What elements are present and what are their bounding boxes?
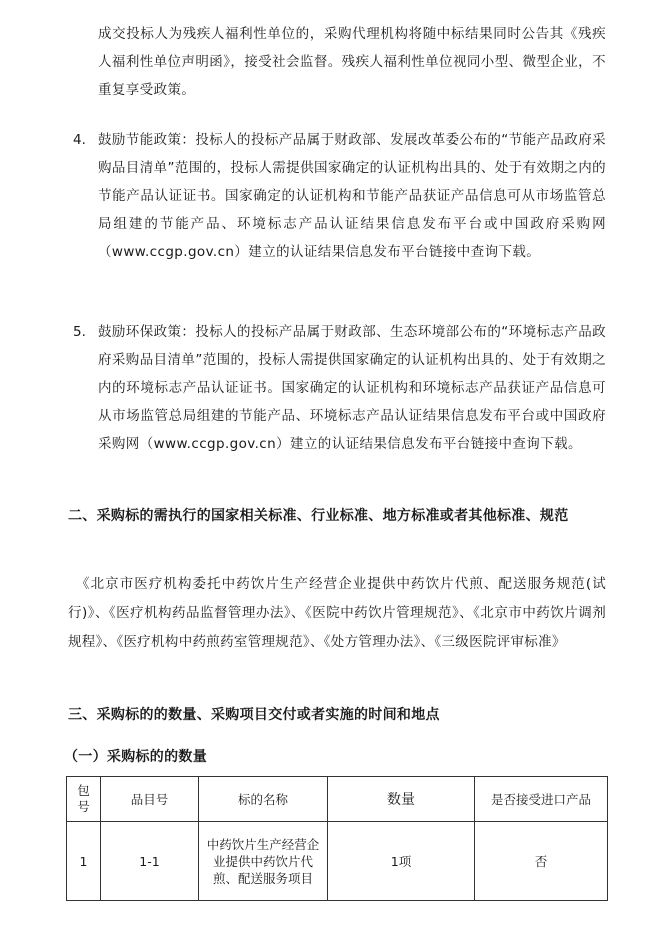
item-5-environment-policy: 鼓励环保政策：投标人的投标产品属于财政部、生态环境部公布的“环境标志产品政府采购品目清单”范围的，投标人需提供国家确定的认证机构出具的、处于有效期之内的环境标志产品认证证书。国家确定的认证机构和环境标志产品获证产品信息可从市场监管总局组建的节能产品、环境标志产品认证结果信息发布平台或中国政府采购网（www.ccgp.gov.cn）建立的认证结果信息发布平台链接中查询下载。 [98,324,606,452]
header-accept-import: 是否接受进口产品 [475,777,608,822]
section-3-subheading: （一）采购标的的数量 [64,749,207,765]
item-4-number: 4. [73,132,86,148]
header-item-name: 标的名称 [199,777,328,822]
cell-item-no: 1-1 [101,822,199,901]
cell-package-no: 1 [67,822,101,901]
section-3-heading: 三、采购标的的数量、采购项目交付或者实施的时间和地点 [68,707,440,723]
cell-quantity: 1项 [328,822,475,901]
quantity-table [66,776,608,901]
cell-accept-import: 否 [475,822,608,901]
cell-item-name: 中药饮片生产经营企业提供中药饮片代煎、配送服务项目 [199,822,328,901]
section-2-standards-text: 《北京市医疗机构委托中药饮片生产经营企业提供中药饮片代煎、配送服务规范(试行)》、《医疗机构药品监督管理办法》、《医院中药饮片管理规范》、《北京市中药饮片调剂规程》、《医疗机构中药煎药室管理规范》、《处方管理办法》、《三级医院评审标准》 [68,576,606,650]
header-quantity: 数量 [328,777,475,822]
item-5-number: 5. [73,324,86,340]
item-4-energy-policy: 鼓励节能政策：投标人的投标产品属于财政部、发展改革委公布的“节能产品政府采购品目清单”范围的，投标人需提供国家确定的认证机构出具的、处于有效期之内的节能产品认证证书。国家确定的认证机构和节能产品获证产品信息可从市场监管总局组建的节能产品、环境标志产品认证结果信息发布平台或中国政府采购网（www.ccgp.gov.cn）建立的认证结果信息发布平台链接中查询下载。 [98,132,606,260]
header-item-no: 品目号 [101,777,199,822]
table-row [67,822,608,901]
section-2-heading: 二、采购标的需执行的国家相关标准、行业标准、地方标准或者其他标准、规范 [68,508,569,524]
header-package-no: 包号 [67,777,101,822]
continued-paragraph: 成交投标人为残疾人福利性单位的，采购代理机构将随中标结果同时公告其《残疾人福利性单位声明函》，接受社会监督。残疾人福利性单位视同小型、微型企业，不重复享受政策。 [98,26,606,98]
table-header-row [67,777,608,822]
